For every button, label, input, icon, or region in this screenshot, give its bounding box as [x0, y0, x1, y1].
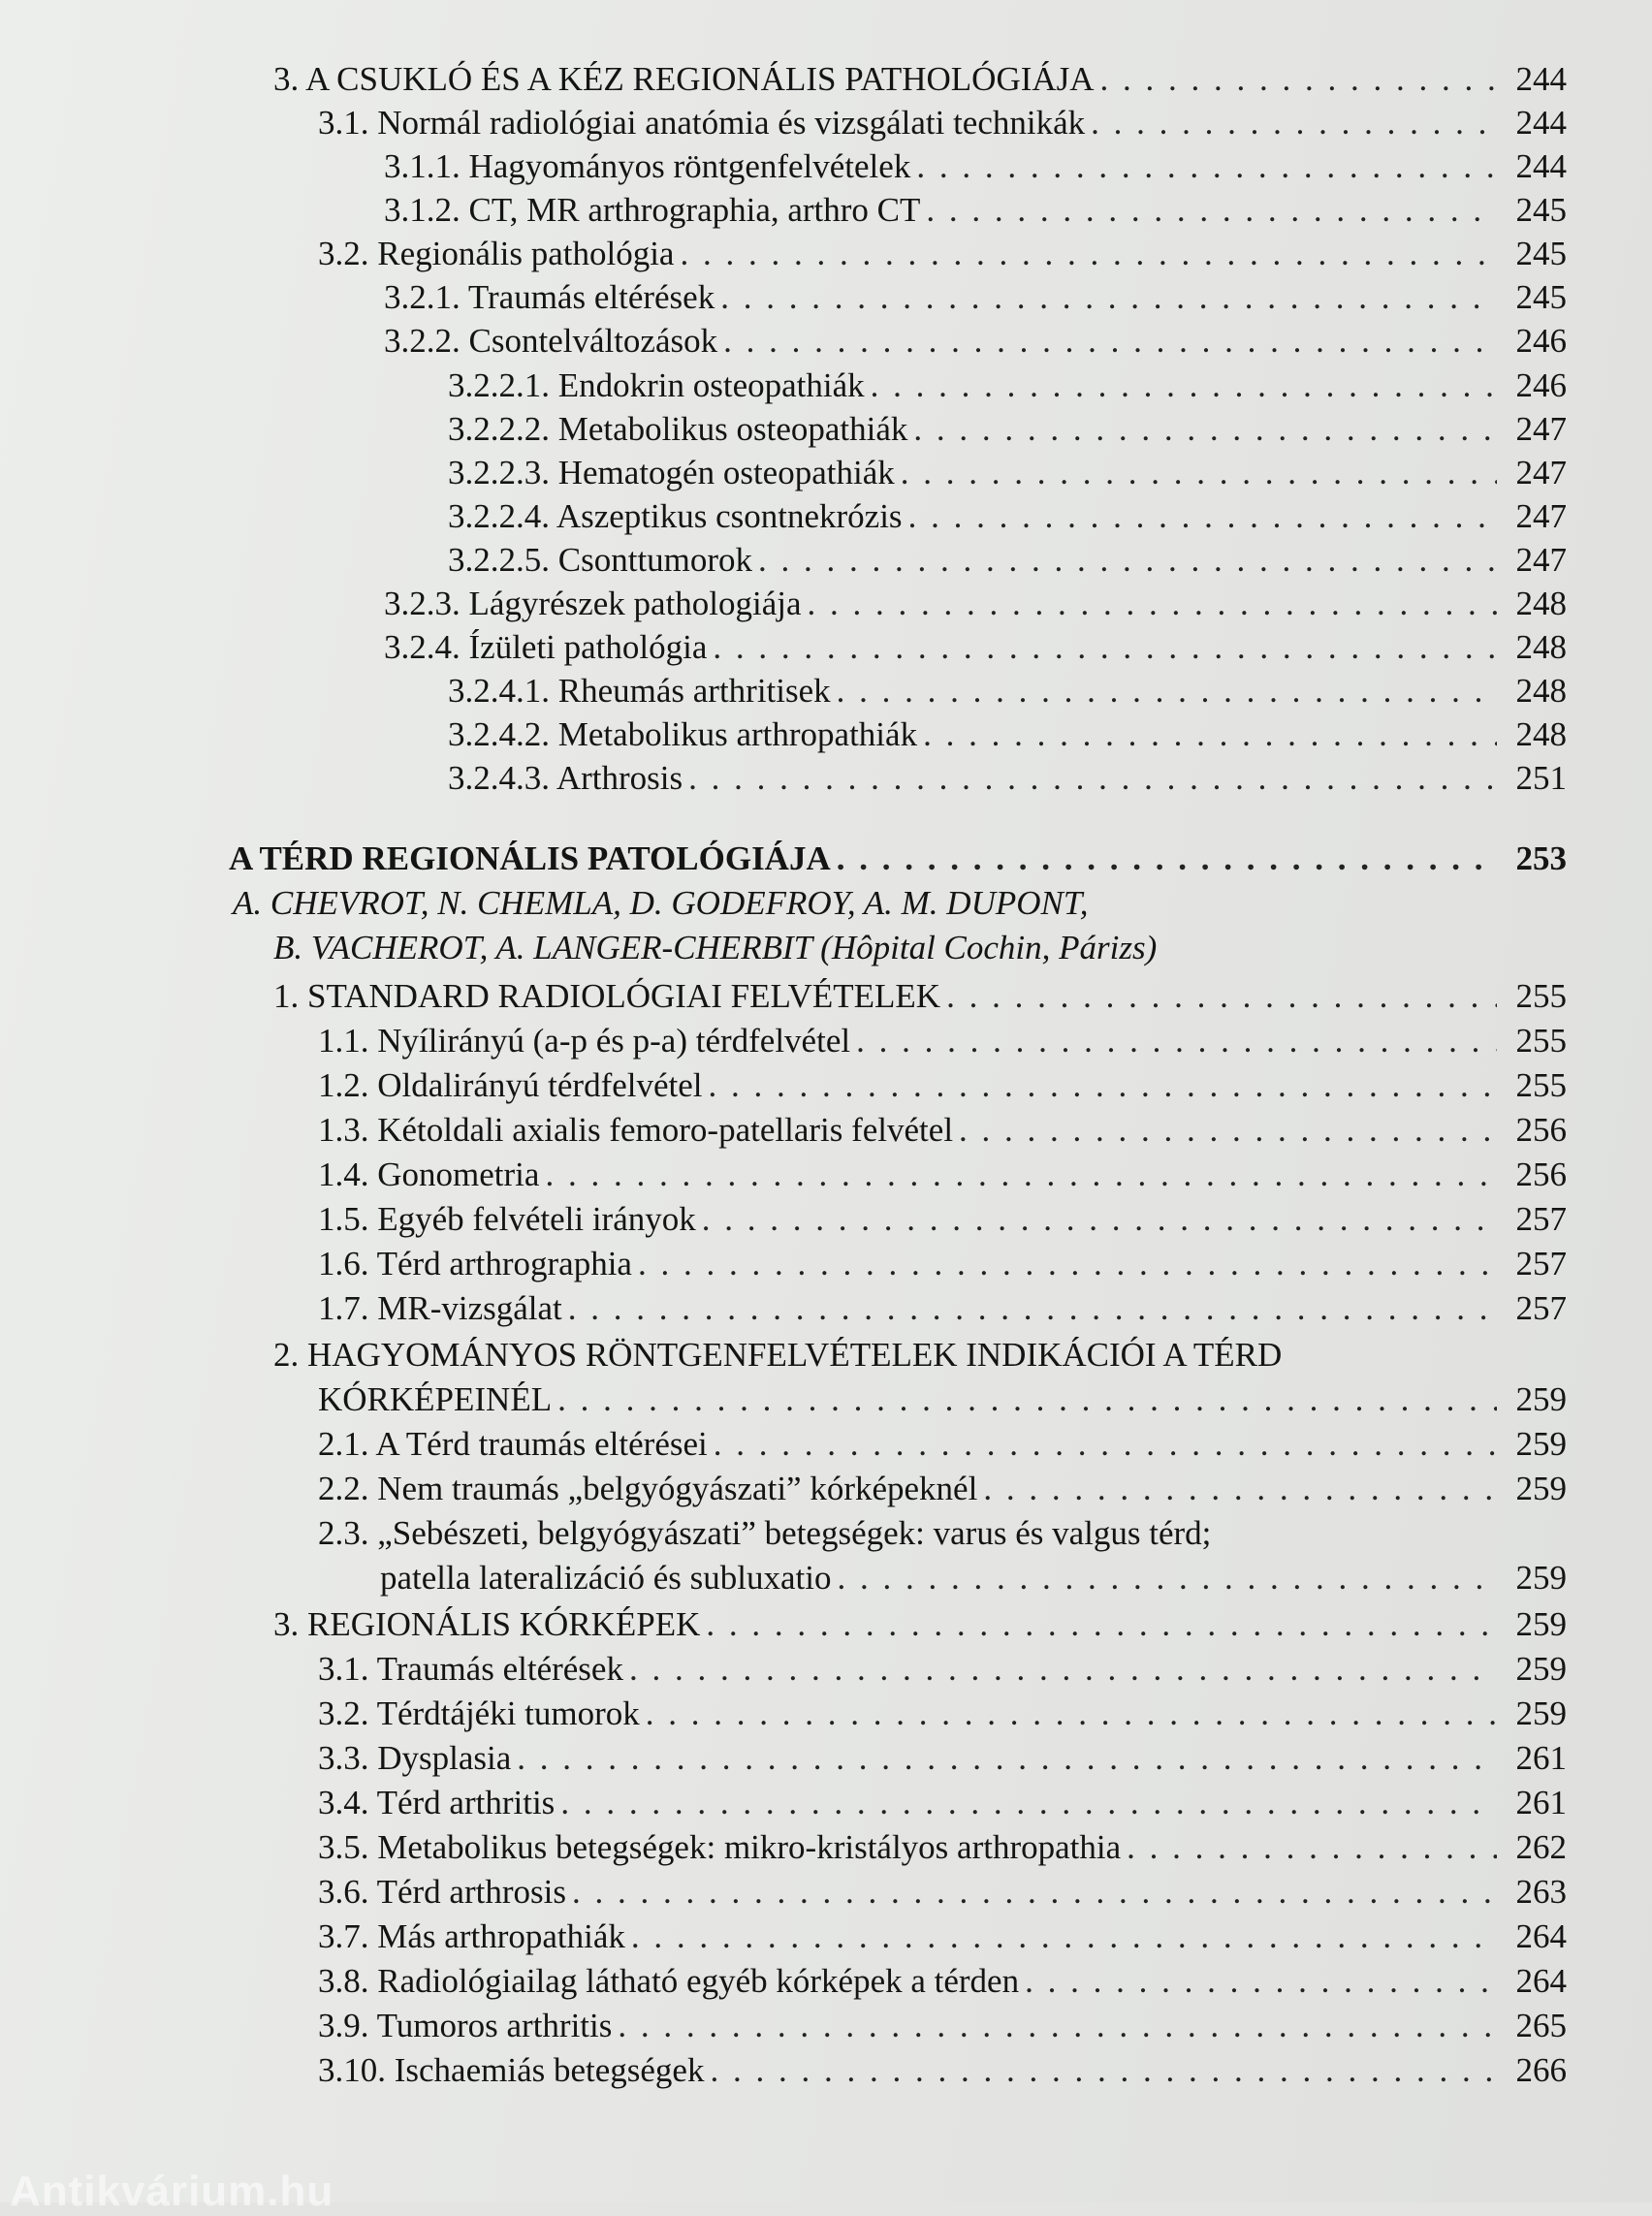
toc-entry-label: 3.8. Radiológiailag látható egyéb kórképek a térden [318, 1962, 1020, 2000]
dot-leader [709, 1064, 1497, 1107]
toc-entry [384, 276, 1567, 319]
toc-entry [448, 757, 1567, 800]
toc-entry [318, 1737, 1567, 1780]
dot-leader [1100, 58, 1497, 101]
toc-entry-label: 3.9. Tumoros arthritis [318, 2007, 613, 2044]
dot-leader [517, 1737, 1497, 1780]
dot-leader [714, 1423, 1497, 1466]
dot-leader [808, 583, 1497, 625]
toc-entry [384, 320, 1567, 363]
toc-entry-page: 261 [1515, 1784, 1567, 1821]
toc-entry-label: 3.2.2.4. Aszeptikus csontnekrózis [448, 497, 903, 535]
toc-entry [318, 1064, 1567, 1107]
dot-leader [856, 1020, 1497, 1062]
toc-entry-page: 259 [1515, 1470, 1567, 1507]
toc-entry-page: 248 [1515, 628, 1567, 666]
dot-leader [908, 495, 1497, 538]
toc-entry [318, 1960, 1567, 2003]
dot-leader [710, 2049, 1497, 2092]
toc-entry [448, 539, 1567, 582]
toc-entry [384, 626, 1567, 669]
toc-entry [384, 583, 1567, 625]
dot-leader [871, 364, 1497, 407]
toc-entry-page: 255 [1515, 1066, 1567, 1104]
toc-entry [448, 452, 1567, 494]
toc-entry [318, 1648, 1567, 1691]
toc-entry-label: 1.4. Gonometria [318, 1155, 540, 1193]
toc-entry-page: 259 [1515, 1425, 1567, 1463]
toc-entry-label: 2.1. A Térd traumás eltérései [318, 1425, 708, 1463]
dot-leader [572, 1871, 1497, 1914]
toc-entry [318, 1243, 1567, 1285]
chapter-title: A TÉRD REGIONÁLIS PATOLÓGIÁJA [229, 839, 831, 877]
toc-entry-label: 3.2.2.3. Hematogén osteopathiák [448, 454, 895, 491]
toc-entry-label: 3.2.2.1. Endokrin osteopathiák [448, 366, 865, 404]
toc-entry [318, 1782, 1567, 1824]
toc-entry-label: KÓRKÉPEINÉL [318, 1380, 553, 1418]
toc-entry-page: 262 [1515, 1828, 1567, 1866]
toc-entry-page: 259 [1515, 1380, 1567, 1418]
dot-leader [702, 1198, 1497, 1241]
watermark-logo: Antikvárium.hu [10, 2168, 334, 2215]
dot-leader [1091, 102, 1497, 144]
toc-entry [448, 670, 1567, 712]
dot-leader [629, 1648, 1497, 1691]
dot-leader [916, 145, 1497, 188]
toc-entry-label: 3.2.2.2. Metabolikus osteopathiák [448, 410, 908, 448]
toc-entry-page: 245 [1515, 235, 1567, 272]
toc-entry [318, 102, 1567, 144]
toc-entry-label: 3.2. Regionális pathológia [318, 235, 675, 272]
toc-entry-page: 245 [1515, 278, 1567, 316]
toc-entry [318, 1109, 1567, 1152]
toc-entry-label: 1. STANDARD RADIOLÓGIAI FELVÉTELEK [273, 977, 941, 1015]
toc-entry-label: 3.10. Ischaemiás betegségek [318, 2051, 705, 2089]
toc-entry-label: 3.7. Más arthropathiák [318, 1917, 625, 1955]
dot-leader [680, 233, 1497, 275]
toc-entry-label: 3.1. Normál radiológiai anatómia és vizsgálati technikák [318, 104, 1086, 142]
toc-entry-page: 257 [1515, 1289, 1567, 1327]
toc-entry-label: 3.1.1. Hagyományos röntgenfelvételek [384, 147, 911, 185]
dot-leader [913, 408, 1497, 451]
toc-entry-page: 256 [1515, 1155, 1567, 1193]
toc-entry [273, 58, 1567, 101]
toc-entry-page: 245 [1515, 191, 1567, 229]
toc-entry-page: 266 [1515, 2051, 1567, 2089]
dot-leader [838, 1557, 1498, 1599]
toc-entry-label: 3.3. Dysplasia [318, 1739, 512, 1777]
toc-entry [318, 1020, 1567, 1062]
toc-entry-page: 259 [1515, 1559, 1567, 1597]
toc-entry-label: 2.2. Nem traumás „belgyógyászati” kórképeknél [318, 1470, 978, 1507]
toc-entry-page: 261 [1515, 1739, 1567, 1777]
toc-entry-label: 1.5. Egyéb felvételi irányok [318, 1200, 696, 1238]
toc-entry-page: 255 [1515, 977, 1567, 1015]
toc-entry [448, 713, 1567, 756]
dot-leader [560, 1782, 1497, 1824]
toc-entry-label: 3.2.4.3. Arthrosis [448, 759, 683, 797]
dot-leader [618, 2005, 1497, 2047]
toc-entry-label: 3.2.1. Traumás eltérések [384, 278, 715, 316]
dot-leader [837, 670, 1497, 712]
dot-leader [706, 1603, 1497, 1646]
toc-entry [318, 233, 1567, 275]
toc-entry-label: patella lateralizáció és subluxatio [380, 1559, 832, 1597]
dot-leader [837, 838, 1497, 880]
toc-entry-page: 256 [1515, 1111, 1567, 1149]
toc-entry-page: 246 [1515, 366, 1567, 404]
toc-entry-label: 1.2. Oldalirányú térdfelvétel [318, 1066, 703, 1104]
toc-entry [318, 1915, 1567, 1958]
toc-entry-page: 247 [1515, 410, 1567, 448]
toc-entry [318, 1378, 1567, 1421]
toc-entry-page: 244 [1515, 147, 1567, 185]
toc-entry-label: 3.5. Metabolikus betegségek: mikro-kristályos arthropathia [318, 1828, 1122, 1866]
toc-entry [273, 975, 1567, 1018]
chapter-page: 253 [1515, 839, 1567, 877]
toc-entry [318, 1693, 1567, 1735]
dot-leader [923, 713, 1497, 756]
toc-entry-page: 263 [1515, 1873, 1567, 1911]
toc-entry-label: 3.2.4.1. Rheumás arthritisek [448, 672, 831, 710]
toc-entry-label: 3.2.3. Lágyrészek pathologiája [384, 585, 802, 622]
toc-entry-label: 1.1. Nyílirányú (a-p és p-a) térdfelvétel [318, 1022, 851, 1060]
toc-entry [380, 1557, 1567, 1599]
toc-entry-page: 248 [1515, 672, 1567, 710]
toc-entry [318, 1198, 1567, 1241]
dot-leader [946, 975, 1497, 1018]
toc-entry-page: 264 [1515, 1962, 1567, 2000]
toc-entry-label: 3.6. Térd arthrosis [318, 1873, 566, 1911]
toc-entry [448, 408, 1567, 451]
toc-entry-page: 244 [1515, 104, 1567, 142]
toc-entry [318, 1826, 1567, 1869]
toc-entry-label: 3.4. Térd arthritis [318, 1784, 556, 1821]
toc-entry [318, 1154, 1567, 1196]
toc-entry-page: 259 [1515, 1650, 1567, 1688]
toc-entry [448, 364, 1567, 407]
toc-entry-page: 265 [1515, 2007, 1567, 2044]
section-2-title-line-1: 2. HAGYOMÁNYOS RÖNTGENFELVÉTELEK INDIKÁCIÓI A TÉRD [273, 1336, 1283, 1374]
dot-leader [1127, 1826, 1497, 1869]
toc-entry-page: 246 [1515, 322, 1567, 360]
toc-entry-label: 3.2.4. Ízületi pathológia [384, 628, 708, 666]
toc-entry [318, 1287, 1567, 1330]
toc-entry-page: 257 [1515, 1200, 1567, 1238]
dot-leader [901, 452, 1497, 494]
toc-entry-label: 3.2.4.2. Metabolikus arthropathiák [448, 715, 918, 753]
dot-leader [926, 189, 1497, 232]
toc-entry-page: 257 [1515, 1245, 1567, 1282]
dot-leader [688, 757, 1497, 800]
toc-entry [384, 145, 1567, 188]
toc-entry-page: 259 [1515, 1605, 1567, 1643]
dot-leader [1025, 1960, 1497, 2003]
dot-leader [713, 626, 1497, 669]
toc-entry-page: 247 [1515, 454, 1567, 491]
toc-entry-page: 248 [1515, 715, 1567, 753]
toc-entry [318, 2049, 1567, 2092]
toc-entry-label: 3.2.2. Csontelváltozások [384, 322, 718, 360]
dot-leader [545, 1154, 1497, 1196]
dot-leader [758, 539, 1497, 582]
toc-entry-label: 3. A CSUKLÓ ÉS A KÉZ REGIONÁLIS PATHOLÓGIÁJA [273, 60, 1095, 98]
dot-leader [720, 276, 1497, 319]
toc-entry-page: 251 [1515, 759, 1567, 797]
toc-entry [384, 189, 1567, 232]
dot-leader [723, 320, 1497, 363]
toc-entry-page: 247 [1515, 497, 1567, 535]
authors-line-1: A. CHEVROT, N. CHEMLA, D. GODEFROY, A. M. DUPONT, [233, 884, 1089, 922]
toc-entry-label: 1.7. MR-vizsgálat [318, 1289, 562, 1327]
toc-entry [273, 1603, 1567, 1646]
dot-leader [983, 1468, 1497, 1510]
toc-entry-page: 264 [1515, 1917, 1567, 1955]
toc-entry-label: 1.6. Térd arthrographia [318, 1245, 632, 1282]
dot-leader [568, 1287, 1497, 1330]
section-2-3-line-1: 2.3. „Sebészeti, belgyógyászati” betegségek: varus és valgus térd; [318, 1514, 1212, 1552]
dot-leader [631, 1915, 1497, 1958]
toc-entry [318, 2005, 1567, 2047]
toc-entry-label: 3. REGIONÁLIS KÓRKÉPEK [273, 1605, 701, 1643]
toc-entry-page: 259 [1515, 1694, 1567, 1732]
chapter-heading [229, 838, 1567, 880]
toc-entry-page: 248 [1515, 585, 1567, 622]
toc-entry [318, 1423, 1567, 1466]
toc-entry [318, 1468, 1567, 1510]
dot-leader [638, 1243, 1497, 1285]
toc-entry-page: 255 [1515, 1022, 1567, 1060]
dot-leader [557, 1378, 1497, 1421]
toc-entry-label: 1.3. Kétoldali axialis femoro-patellaris felvétel [318, 1111, 954, 1149]
toc-entry-label: 3.1. Traumás eltérések [318, 1650, 623, 1688]
toc-entry-page: 244 [1515, 60, 1567, 98]
toc-entry [448, 495, 1567, 538]
dot-leader [646, 1693, 1497, 1735]
toc-entry [318, 1871, 1567, 1914]
toc-entry-page: 247 [1515, 541, 1567, 579]
dot-leader [959, 1109, 1497, 1152]
authors-line-2: B. VACHEROT, A. LANGER-CHERBIT (Hôpital Cochin, Párizs) [273, 929, 1158, 966]
toc-entry-label: 3.2.2.5. Csonttumorok [448, 541, 753, 579]
toc-entry-label: 3.1.2. CT, MR arthrographia, arthro CT [384, 191, 921, 229]
toc-entry-label: 3.2. Térdtájéki tumorok [318, 1694, 640, 1732]
